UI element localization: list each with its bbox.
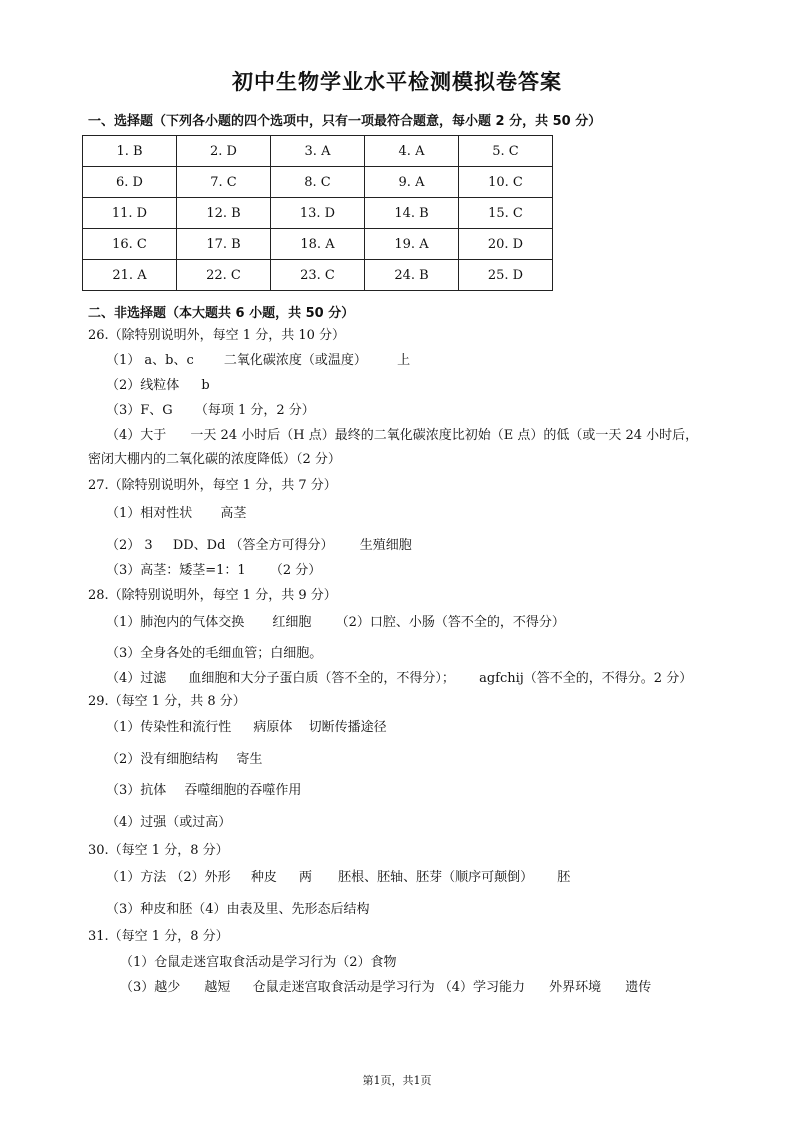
- answer-text: b: [201, 378, 210, 393]
- answer-text: （2） 3: [106, 538, 153, 553]
- answer-cell: 1. B: [83, 136, 177, 167]
- answer-text: 切断传播途径: [308, 720, 387, 735]
- answer-text: 寄生: [236, 752, 263, 767]
- document-title: 初中生物学业水平检测模拟卷答案: [232, 70, 562, 94]
- answer-cell: 17. B: [177, 229, 271, 260]
- q26-heading: 26.（除特别说明外，每空 1 分，共 10 分）: [88, 328, 346, 343]
- answer-text: 病原体: [253, 720, 293, 735]
- answer-text: 血细胞和大分子蛋白质（答不全的，不得分）；: [188, 671, 455, 686]
- q28-answer-4: [106, 670, 692, 688]
- q27-answer-1: [106, 505, 246, 523]
- answer-cell: 6. D: [83, 167, 177, 198]
- answer-text: （4）大于: [106, 428, 167, 443]
- answer-text: （3）高茎：矮茎=1：1: [106, 563, 246, 578]
- answer-text: （3）越少: [120, 980, 181, 995]
- answer-text: （1） a、b、c: [106, 353, 194, 368]
- table-row: [83, 198, 553, 229]
- q29-answer-4: （4）过强（或过高）: [106, 815, 232, 830]
- q26-answer-4-continued: 密闭大棚内的二氧化碳的浓度降低）（2 分）: [88, 452, 341, 467]
- answer-cell: 4. A: [365, 136, 459, 167]
- answer-text: 遗传: [625, 980, 652, 995]
- answer-text: DD、Dd （答全方可得分）: [172, 538, 334, 553]
- q29-answer-1: [106, 719, 387, 737]
- answer-cell: 14. B: [365, 198, 459, 229]
- q26-answer-4: [106, 427, 698, 445]
- answer-text: （1）相对性状: [106, 506, 193, 521]
- q31-answer-3: [120, 979, 651, 997]
- answer-text: 种皮: [250, 870, 277, 885]
- answer-text: 两: [298, 870, 312, 885]
- answer-text: （2 分）: [269, 563, 322, 578]
- q28-answer-1: [106, 614, 565, 632]
- q28-answer-3: （3）全身各处的毛细血管；白细胞。: [106, 646, 323, 661]
- answer-cell: 8. C: [271, 167, 365, 198]
- answer-cell: 5. C: [459, 136, 553, 167]
- answer-cell: 23. C: [271, 260, 365, 291]
- answer-table: [82, 135, 553, 291]
- q31-answer-1: （1）仓鼠走迷宫取食活动是学习行为（2）食物: [120, 955, 397, 970]
- answer-cell: 2. D: [177, 136, 271, 167]
- answer-text: 高茎: [220, 506, 247, 521]
- table-row: [83, 136, 553, 167]
- page-number: 第1页，共1页: [362, 1074, 432, 1087]
- table-row: [83, 167, 553, 198]
- answer-cell: 22. C: [177, 260, 271, 291]
- answer-cell: 12. B: [177, 198, 271, 229]
- answer-text: （1）方法 （2）外形: [106, 870, 231, 885]
- answer-text: 越短: [204, 980, 231, 995]
- q26-answer-1: [106, 352, 410, 370]
- q30-heading: 30.（每空 1 分，8 分）: [88, 843, 229, 858]
- answer-cell: 25. D: [459, 260, 553, 291]
- q30-answer-1: [106, 869, 570, 887]
- q26-answer-2: [106, 377, 210, 395]
- answer-cell: 9. A: [365, 167, 459, 198]
- answer-cell: 18. A: [271, 229, 365, 260]
- answer-text: 胚: [557, 870, 571, 885]
- q27-answer-2: [106, 537, 412, 555]
- answer-cell: 13. D: [271, 198, 365, 229]
- answer-cell: 21. A: [83, 260, 177, 291]
- section-2-heading: 二、非选择题（本大题共 6 小题，共 50 分）: [88, 306, 355, 321]
- q28-heading: 28.（除特别说明外，每空 1 分，共 9 分）: [88, 588, 337, 603]
- answer-text: 一天 24 小时后（H 点）最终的二氧化碳浓度比初始（E 点）的低（或一天 24 小时后，: [190, 428, 699, 443]
- q31-heading: 31.（每空 1 分，8 分）: [88, 929, 229, 944]
- answer-text: （每项 1 分，2 分）: [194, 403, 315, 418]
- answer-text: 生殖细胞: [359, 538, 412, 553]
- answer-cell: 11. D: [83, 198, 177, 229]
- section-1-heading: 一、选择题（下列各小题的四个选项中，只有一项最符合题意，每小题 2 分，共 50 分）: [88, 114, 602, 129]
- answer-text: 上: [397, 353, 411, 368]
- answer-text: 仓鼠走迷宫取食活动是学习行为 （4）学习能力: [252, 980, 525, 995]
- answer-text: （1）传染性和流行性: [106, 720, 232, 735]
- answer-text: 二氧化碳浓度（或温度）: [223, 353, 367, 368]
- answer-text: （2）没有细胞结构: [106, 752, 219, 767]
- q29-answer-3: [106, 782, 301, 800]
- answer-text: 外界环境: [549, 980, 602, 995]
- answer-text: （1）肺泡内的气体交换: [106, 615, 245, 630]
- q27-heading: 27.（除特别说明外，每空 1 分，共 7 分）: [88, 478, 337, 493]
- answer-text: agfchij（答不全的，不得分。2 分）: [479, 671, 693, 686]
- answer-cell: 7. C: [177, 167, 271, 198]
- answer-cell: 16. C: [83, 229, 177, 260]
- q27-answer-3: [106, 562, 321, 580]
- answer-text: （4）过滤: [106, 671, 167, 686]
- answer-cell: 20. D: [459, 229, 553, 260]
- answer-text: 吞噬细胞的吞噬作用: [184, 783, 302, 798]
- q29-answer-2: [106, 751, 262, 769]
- answer-text: （3）F、G: [106, 403, 173, 418]
- answer-text: （2）口腔、小肠（答不全的，不得分）: [335, 615, 565, 630]
- q30-answer-3: （3）种皮和胚（4）由表及里、先形态后结构: [106, 902, 370, 917]
- answer-cell: 10. C: [459, 167, 553, 198]
- answer-cell: 3. A: [271, 136, 365, 167]
- answer-text: 胚根、胚轴、胚芽（顺序可颠倒）: [338, 870, 534, 885]
- answer-text: 红细胞: [272, 615, 312, 630]
- q29-heading: 29.（每空 1 分，共 8 分）: [88, 694, 246, 709]
- answer-cell: 15. C: [459, 198, 553, 229]
- q26-answer-3: [106, 402, 315, 420]
- answer-text: （3）抗体: [106, 783, 167, 798]
- table-row: [83, 260, 553, 291]
- answer-text: （2）线粒体: [106, 378, 180, 393]
- table-row: [83, 229, 553, 260]
- answer-cell: 24. B: [365, 260, 459, 291]
- answer-cell: 19. A: [365, 229, 459, 260]
